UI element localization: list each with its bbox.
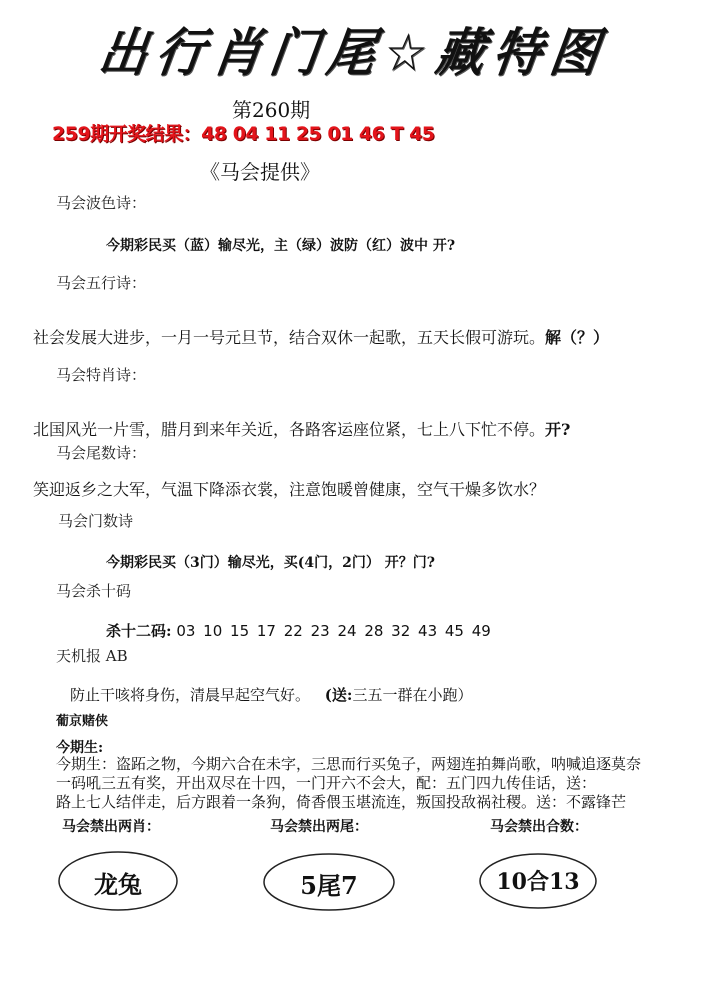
five-elements-suffix: 解（？） [545,328,610,347]
forbidden-zodiac-value: 龙兔 [94,870,142,899]
puji-heading: 葡京赌侠 [56,714,109,729]
forbidden-tail-value: 5尾7 [300,871,358,900]
jinqisheng-lines [56,755,641,812]
kill-codes-line [106,620,491,641]
tianji-text: 防止干咳将身伤，清晨早起空气好。 [70,686,311,704]
door-poem-text: 今期彩民买（3门）输尽光，买(4门，2门） 开？门? [106,555,435,571]
jinqisheng-heading: 今期生: [56,740,104,756]
zodiac-poem-heading: 马会特肖诗： [56,366,147,384]
issue-number: 第260期 [232,98,311,122]
jinqisheng-line: 一码吼三五有奖，开出双尽在十四，一门开六不会大，配：五门四九传佳话，送： [56,774,597,792]
tianji-note-text: 三五一群在小跑） [352,686,473,704]
tail-poem-text: 笑迎返乡之大军，气温下降添衣裳，注意饱暖曾健康，空气干燥多饮水？ [33,480,546,499]
previous-result: 259期开奖结果：48 04 11 25 01 46 T 45 [52,123,435,145]
forbidden-tail-label: 马会禁出两尾： [270,819,368,835]
tianji-note-label: (送: [324,686,353,704]
forbidden-zodiac-label: 马会禁出两肖： [62,819,160,835]
provider-label: 《马会提供》 [200,160,320,184]
jinqisheng-line: 今期生：盗跖之物，今期六合在未字，三思而行买兔子，两翅连拍舞尚歌，呐喊追逐莫奈 [56,755,642,773]
tianji-heading: 天机报 AB [56,647,128,665]
kill-codes-heading: 马会杀十码 [56,582,132,600]
kill-codes-numbers: 03 10 15 17 22 23 24 28 32 43 45 49 [176,622,491,640]
forbidden-combo-oval [478,852,598,910]
wave-poem-text: 今期彩民买（蓝）输尽光，主（绿）波防（红）波中 开? [106,238,456,254]
tail-poem-heading: 马会尾数诗： [56,444,147,462]
wave-poem-heading: 马会波色诗： [56,194,147,212]
door-poem-heading: 马会门数诗 [58,512,134,530]
forbidden-tail-oval [262,852,396,912]
kill-codes-label: 杀十二码: [106,622,172,640]
page-title: 出行肖门尾☆藏特图 [95,23,612,84]
zodiac-poem-suffix: 开? [545,420,571,439]
zodiac-poem-text: 北国风光一片雪，腊月到来年关近，各路客运座位紧，七上八下忙不停。开? [33,420,571,439]
tianji-line [70,684,472,705]
forbidden-zodiac-oval [57,850,179,912]
jinqisheng-line: 路上七人结伴走，后方跟着一条狗，倚香偎玉堪流连，叛国投敌祸社稷。送：不露锋芒 [56,793,627,811]
forbidden-combo-value: 10合13 [496,869,580,895]
five-elements-heading: 马会五行诗： [56,274,147,292]
five-elements-text: 社会发展大进步，一月一号元旦节，结合双休一起歌，五天长假可游玩。解（？） [33,328,610,347]
forbidden-combo-label: 马会禁出合数： [490,819,588,835]
